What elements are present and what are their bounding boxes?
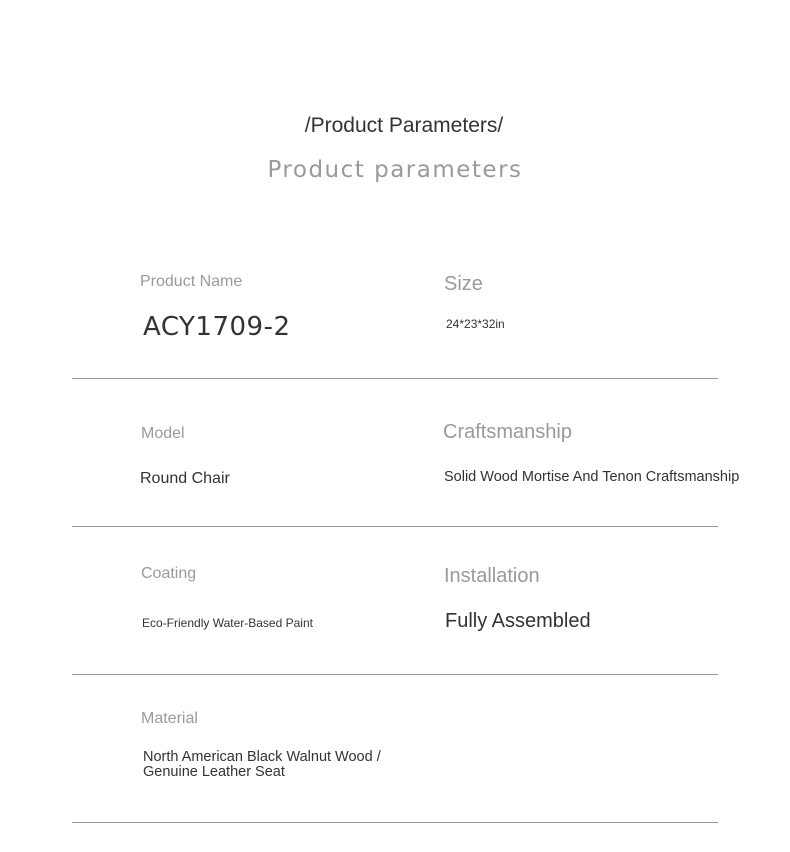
craftsmanship-label: Craftsmanship [443,421,572,443]
divider-4 [72,822,718,823]
size-label: Size [444,273,483,295]
installation-value: Fully Assembled [445,610,591,632]
divider-3 [72,674,718,675]
divider-1 [72,378,718,379]
model-label: Model [141,425,185,442]
craftsmanship-value: Solid Wood Mortise And Tenon Craftsmanship [444,469,740,485]
product-name-label: Product Name [140,273,243,290]
coating-label: Coating [141,565,197,582]
material-value-line-1: North American Black Walnut Wood / [143,749,381,765]
size-value: 24*23*32in [446,317,505,331]
model-value: Round Chair [140,470,230,487]
material-label: Material [141,710,198,727]
coating-value: Eco-Friendly Water-Based Paint [142,616,313,630]
divider-2 [72,526,718,527]
installation-label: Installation [444,565,540,587]
page-subtitle: Product parameters [267,157,523,183]
material-value-line-2: Genuine Leather Seat [143,764,285,780]
page-title: /Product Parameters/ [304,114,504,137]
product-name-value: ACY1709-2 [143,312,291,342]
material-value [143,750,381,780]
